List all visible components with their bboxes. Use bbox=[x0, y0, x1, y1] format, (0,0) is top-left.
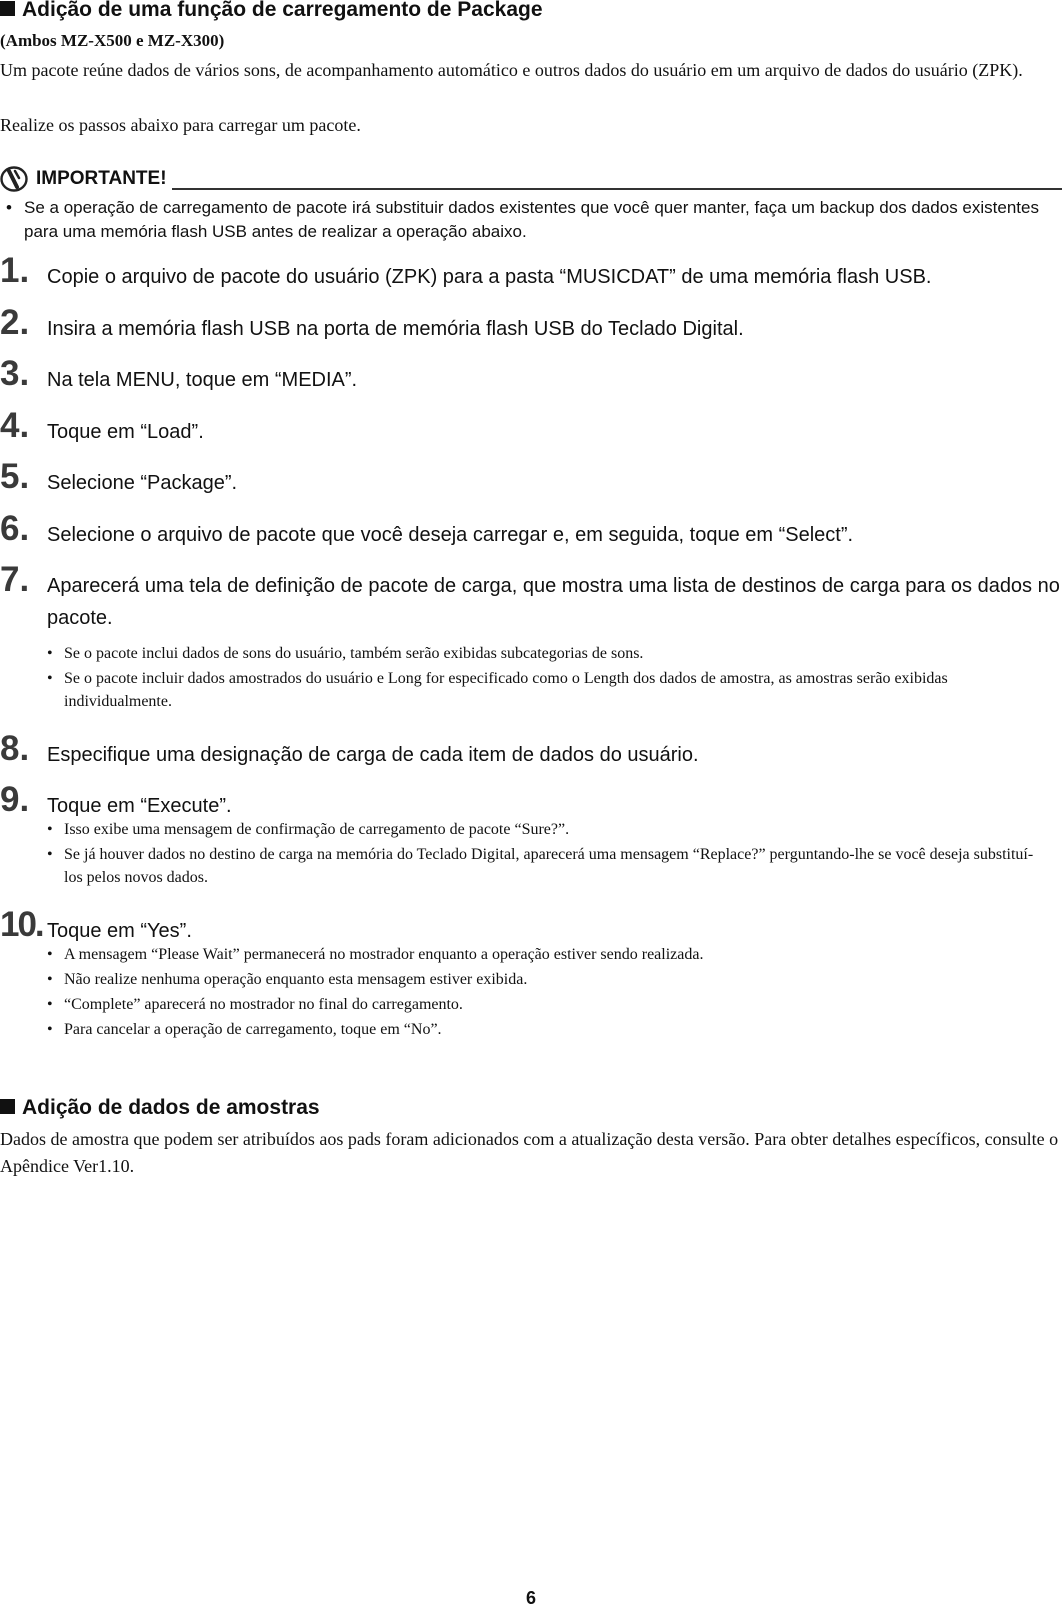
step-text: Especifique uma designação de carga de cada item de dados do usuário. bbox=[47, 744, 699, 766]
section-heading-package bbox=[0, 0, 543, 22]
important-bullet-text: Se a operação de carregamento de pacote irá substituir dados existentes que você quer manter, faça um backup dos dados existentes para uma memória flash USB antes de realizar a operação abaixo. bbox=[24, 198, 1039, 241]
section-heading-samples bbox=[0, 1096, 320, 1120]
step-number: 9. bbox=[0, 780, 30, 819]
step-number: 1. bbox=[0, 251, 30, 290]
section-heading-text: Adição de uma função de carregamento de Package bbox=[22, 0, 543, 21]
step-10-note-2: • Não realize nenhuma operação enquanto esta mensagem estiver exibida. bbox=[47, 968, 1047, 991]
square-bullet-icon bbox=[0, 1099, 15, 1114]
note-text: Isso exibe uma mensagem de confirmação de carregamento de pacote “Sure?”. bbox=[64, 821, 570, 838]
important-label: IMPORTANTE! bbox=[36, 168, 167, 189]
note-text: Para cancelar a operação de carregamento, toque em “No”. bbox=[64, 1021, 442, 1038]
step-9-note-1: • Isso exibe uma mensagem de confirmação de carregamento de pacote “Sure?”. bbox=[47, 818, 1047, 841]
step-number: 2. bbox=[0, 303, 30, 342]
note-text: Se o pacote incluir dados amostrados do usuário e Long for especificado como o Length dos dados de amostra, as amostras serão exibidas individualmente. bbox=[64, 670, 948, 710]
intro-paragraph: Um pacote reúne dados de vários sons, de acompanhamento automático e outros dados do usuário em um arquivo de dados do usuário (ZPK). bbox=[0, 60, 1023, 80]
note-text: Não realize nenhuma operação enquanto esta mensagem estiver exibida. bbox=[64, 971, 528, 988]
step-number: 10. bbox=[0, 905, 43, 944]
step-text: Selecione “Package”. bbox=[47, 472, 238, 494]
step-number: 8. bbox=[0, 729, 30, 768]
important-header bbox=[0, 164, 1062, 194]
important-icon bbox=[0, 166, 28, 192]
note-text: Se já houver dados no destino de carga na memória do Teclado Digital, aparecerá uma mensagem “Replace?” perguntando-lhe se você deseja substituí-los pelos novos dados. bbox=[64, 846, 1034, 886]
step-text: Toque em “Load”. bbox=[47, 421, 204, 443]
step-text: Toque em “Yes”. bbox=[47, 920, 192, 942]
step-text: Insira a memória flash USB na porta de memória flash USB do Teclado Digital. bbox=[47, 318, 744, 340]
step-10-note-3: • “Complete” aparecerá no mostrador no final do carregamento. bbox=[47, 993, 1047, 1016]
step-number: 3. bbox=[0, 354, 30, 393]
step-number: 7. bbox=[0, 560, 30, 599]
step-text: Copie o arquivo de pacote do usuário (ZPK) para a pasta “MUSICDAT” de uma memória flash USB. bbox=[47, 266, 932, 288]
note-text: Se o pacote inclui dados de sons do usuário, também serão exibidas subcategorias de sons. bbox=[64, 645, 644, 662]
step-10-note-1: • A mensagem “Please Wait” permanecerá no mostrador enquanto a operação estiver sendo realizada. bbox=[47, 943, 1047, 966]
instruction-paragraph: Realize os passos abaixo para carregar um pacote. bbox=[0, 115, 361, 135]
step-10-note-4: • Para cancelar a operação de carregamento, toque em “No”. bbox=[47, 1018, 1047, 1041]
models-subheading: (Ambos MZ-X500 e MZ-X300) bbox=[0, 31, 225, 50]
page-number: 6 bbox=[525, 1588, 536, 1608]
note-text: A mensagem “Please Wait” permanecerá no mostrador enquanto a operação estiver sendo realizada. bbox=[64, 946, 704, 963]
step-text: Aparecerá uma tela de definição de pacote de carga, que mostra uma lista de destinos de carga para os dados no pacote. bbox=[47, 575, 1060, 629]
step-9-note-2: • Se já houver dados no destino de carga na memória do Teclado Digital, aparecerá uma mensagem “Replace?” perguntando-lhe se você deseja substituí-los pelos novos dados. bbox=[47, 843, 1047, 889]
step-7-note-2: • Se o pacote incluir dados amostrados do usuário e Long for especificado como o Length dos dados de amostra, as amostras serão exibidas individualmente. bbox=[47, 667, 1047, 713]
square-bullet-icon bbox=[0, 1, 15, 16]
step-text: Na tela MENU, toque em “MEDIA”. bbox=[47, 369, 358, 391]
step-number: 5. bbox=[0, 457, 30, 496]
samples-paragraph: Dados de amostra que podem ser atribuídos aos pads foram adicionados com a atualização desta versão. Para obter detalhes específicos, consulte o Apêndice Ver1.10. bbox=[0, 1129, 1059, 1176]
step-text: Toque em “Execute”. bbox=[47, 795, 232, 817]
important-bullet: • Se a operação de carregamento de pacote irá substituir dados existentes que você quer manter, faça um backup dos dados existentes para uma memória flash USB antes de realizar a operação abaixo. bbox=[6, 196, 1056, 244]
step-number: 4. bbox=[0, 406, 30, 445]
step-7-note-1: • Se o pacote inclui dados de sons do usuário, também serão exibidas subcategorias de sons. bbox=[47, 642, 1047, 665]
step-number: 6. bbox=[0, 509, 30, 548]
important-divider bbox=[172, 188, 1062, 190]
note-text: “Complete” aparecerá no mostrador no final do carregamento. bbox=[64, 996, 463, 1013]
section-heading-text: Adição de dados de amostras bbox=[22, 1096, 320, 1119]
step-text: Selecione o arquivo de pacote que você deseja carregar e, em seguida, toque em “Select”. bbox=[47, 524, 854, 546]
